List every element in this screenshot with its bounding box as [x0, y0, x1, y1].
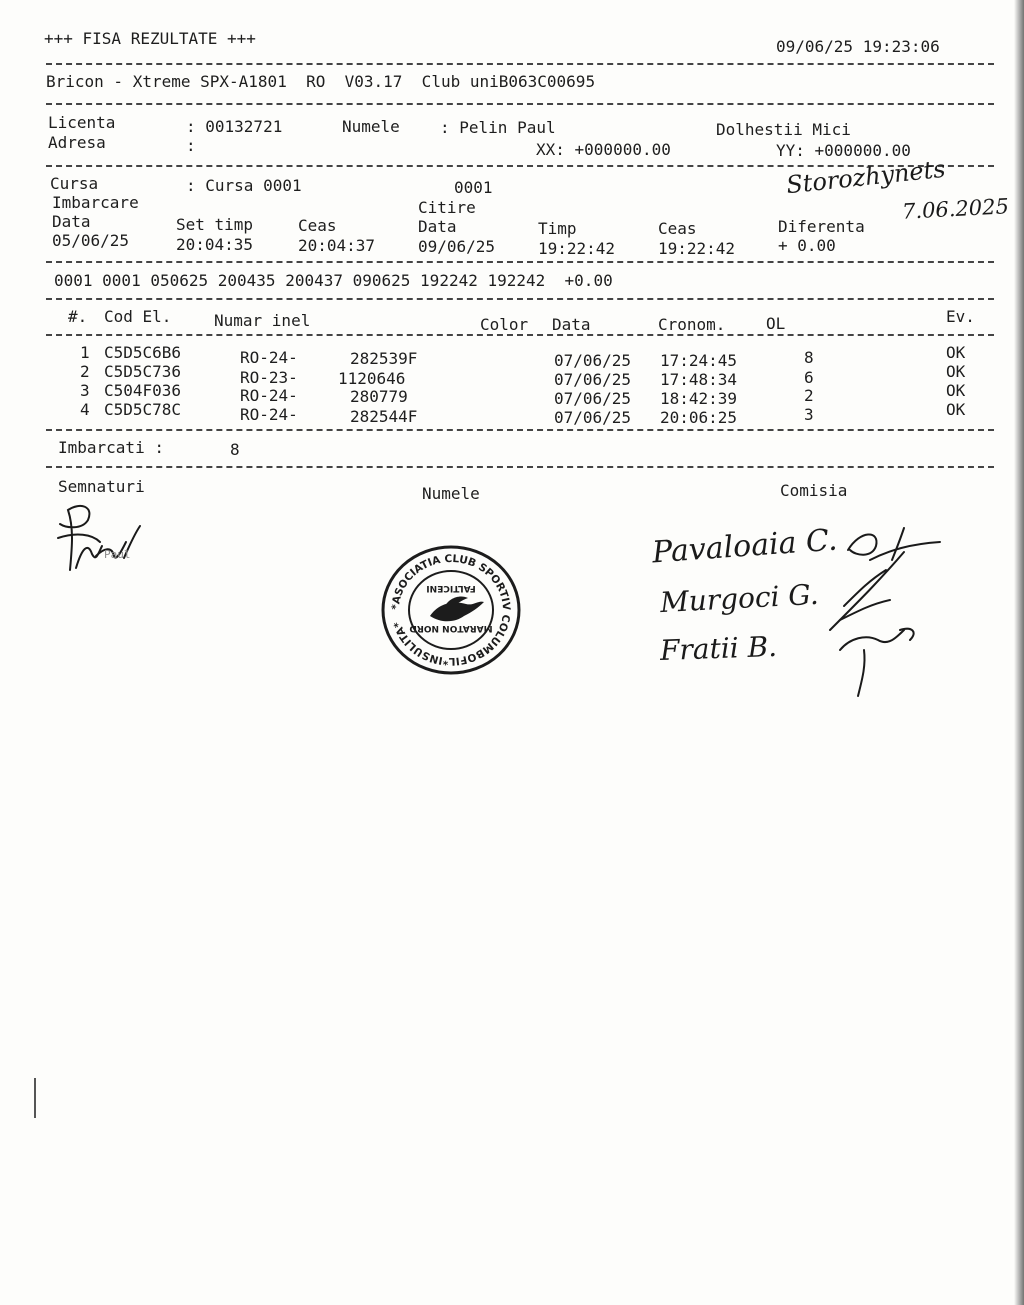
row-time: 17:24:45 — [660, 351, 738, 370]
divider — [46, 63, 994, 65]
row-ev: OK — [946, 381, 966, 400]
citire-label: Citire — [418, 198, 476, 217]
col-color-header: Color — [480, 315, 529, 334]
col-ol-header: OL — [766, 314, 786, 333]
row-ring-prefix: RO-23- — [240, 368, 298, 387]
row-date: 07/06/25 — [554, 370, 632, 389]
ceas-label: Ceas — [298, 216, 337, 235]
row-ring-number: 282539F — [350, 349, 418, 368]
yy-coordinate: YY: +000000.00 — [776, 141, 911, 160]
row-cod: C504F036 — [104, 381, 182, 400]
timp-label: Timp — [538, 219, 577, 238]
licenta-label: Licenta — [48, 113, 116, 132]
divider — [46, 429, 994, 431]
citire-data: 09/06/25 — [418, 237, 496, 256]
numele-label: Numele — [342, 117, 400, 136]
divider — [46, 334, 994, 336]
cursa-code: 0001 — [454, 178, 493, 197]
row-index: 1 — [80, 343, 90, 362]
col-index-header: #. — [68, 307, 88, 326]
diferenta-value: + 0.00 — [778, 236, 836, 255]
col-cronom-header: Cronom. — [658, 315, 726, 334]
adresa-value: : — [186, 136, 196, 155]
row-index: 2 — [80, 362, 90, 381]
cursa-label: Cursa — [50, 174, 99, 193]
row-ring-number: 282544F — [350, 407, 418, 426]
handwritten-race-date: 7.06.2025 — [901, 194, 1010, 224]
citire-ceas-label: Ceas — [658, 219, 697, 238]
imbarcare-data: 05/06/25 — [52, 231, 130, 250]
citire-ceas: 19:22:42 — [658, 239, 736, 258]
row-ol: 6 — [804, 368, 814, 387]
comisia-label: Comisia — [780, 481, 848, 500]
owner-signature-name: Paul — [104, 548, 131, 561]
col-inel-header: Numar inel — [214, 311, 311, 330]
footer-numele-label: Numele — [422, 484, 480, 503]
row-ev: OK — [946, 400, 966, 419]
numele-value: : Pelin Paul — [440, 118, 556, 137]
citire-data-label: Data — [418, 217, 457, 236]
imbarcati-value: 8 — [230, 440, 240, 459]
col-ev-header: Ev. — [946, 307, 975, 326]
divider — [46, 466, 994, 468]
stamp-inner-top: MARATON NORD — [409, 623, 493, 633]
xx-coordinate: XX: +000000.00 — [536, 140, 671, 159]
row-ev: OK — [946, 343, 966, 362]
stamp-outer-text: *ASOCIATIA CLUB SPORTIV COLUMBOFIL*INSULITA* — [389, 552, 513, 668]
col-cod-header: Cod El. — [104, 307, 172, 326]
row-ring-number: 1120646 — [338, 369, 406, 388]
divider — [46, 103, 994, 105]
semnaturi-label: Semnaturi — [58, 477, 145, 496]
row-date: 07/06/25 — [554, 351, 632, 370]
row-date: 07/06/25 — [554, 389, 632, 408]
race-summary-line: 0001 0001 050625 200435 200437 090625 192242 192242 +0.00 — [54, 271, 613, 290]
commission-signature-marks — [800, 520, 950, 700]
citire-timp: 19:22:42 — [538, 239, 616, 258]
commission-member-1: Pavaloaia C. — [650, 522, 839, 571]
print-timestamp: 09/06/25 19:23:06 — [776, 37, 940, 56]
licenta-value: : 00132721 — [186, 117, 283, 136]
imbarcare-set-timp: 20:04:35 — [176, 235, 254, 254]
row-ol: 2 — [804, 386, 814, 405]
row-date: 07/06/25 — [554, 408, 632, 427]
divider — [46, 298, 994, 300]
club-stamp — [378, 542, 524, 678]
imbarcare-label: Imbarcare — [52, 193, 139, 212]
pigeon-icon — [430, 596, 484, 621]
row-cod: C5D5C6B6 — [104, 343, 182, 362]
row-index: 3 — [80, 381, 90, 400]
imbarcare-ceas: 20:04:37 — [298, 236, 376, 255]
row-ring-prefix: RO-24- — [240, 405, 298, 424]
row-ev: OK — [946, 362, 966, 381]
locality: Dolhestii Mici — [716, 120, 851, 139]
handwritten-race-location: Storozhynets — [784, 154, 947, 200]
row-index: 4 — [80, 400, 90, 419]
divider — [46, 261, 994, 263]
imbarcati-label: Imbarcati : — [58, 438, 164, 457]
row-cod: C5D5C736 — [104, 362, 182, 381]
diferenta-label: Diferenta — [778, 217, 865, 236]
adresa-label: Adresa — [48, 133, 106, 152]
row-time: 20:06:25 — [660, 408, 738, 427]
row-ol: 8 — [804, 348, 814, 367]
row-ol: 3 — [804, 405, 814, 424]
row-ring-prefix: RO-24- — [240, 348, 298, 367]
scan-mark — [34, 1078, 36, 1118]
scan-edge-shadow — [1014, 0, 1024, 1305]
data-label: Data — [52, 212, 91, 231]
sheet-title: +++ FISA REZULTATE +++ — [44, 29, 256, 48]
owner-signature — [52, 498, 152, 576]
cursa-value: : Cursa 0001 — [186, 176, 302, 195]
commission-member-2: Murgoci G. — [659, 577, 820, 620]
commission-member-3: Fratii B. — [659, 629, 778, 668]
row-ring-number: 280779 — [350, 387, 408, 406]
set-timp-label: Set timp — [176, 215, 254, 234]
row-time: 17:48:34 — [660, 370, 738, 389]
stamp-inner-bottom: FALTICENI — [426, 583, 476, 593]
row-ring-prefix: RO-24- — [240, 386, 298, 405]
col-data-header: Data — [552, 315, 591, 334]
row-cod: C5D5C78C — [104, 400, 182, 419]
row-time: 18:42:39 — [660, 389, 738, 408]
device-info: Bricon - Xtreme SPX-A1801 RO V03.17 Club uniB063C00695 — [46, 72, 596, 91]
